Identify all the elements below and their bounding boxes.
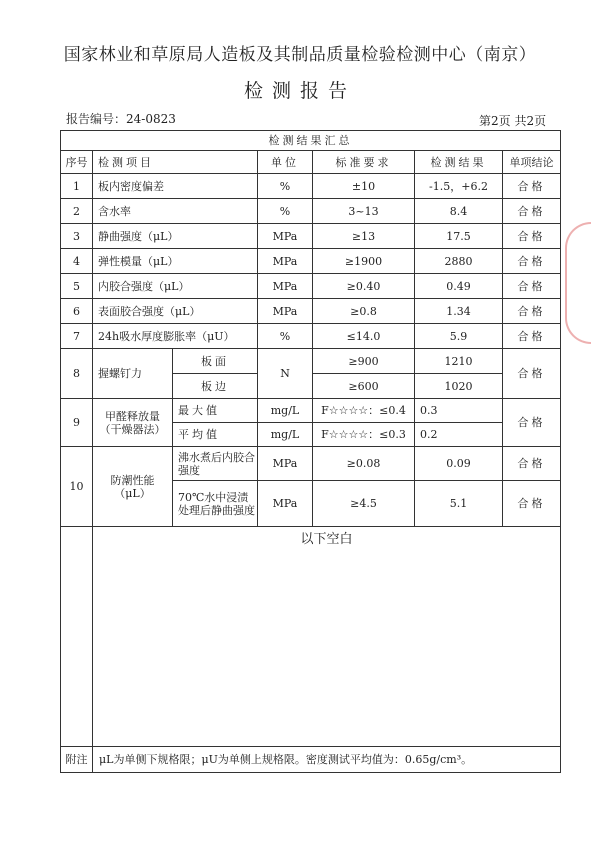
- row-conclusion: 合格: [503, 481, 561, 527]
- table-header-row: [61, 151, 561, 174]
- row-subitem: 平均值: [173, 423, 258, 447]
- row-standard: ≥900: [313, 349, 415, 374]
- row-item: [93, 399, 173, 447]
- row-item: 表面胶合强度（μL）: [93, 299, 258, 324]
- table-row: [61, 399, 561, 423]
- row-result: 1.34: [415, 299, 503, 324]
- row-standard: F☆☆☆☆：≤0.4: [313, 399, 415, 423]
- row-item: 握螺钉力: [93, 349, 173, 399]
- row-seq: 8: [61, 349, 93, 399]
- row-result: 2880: [415, 249, 503, 274]
- table-row: [61, 274, 561, 299]
- row-standard: ±10: [313, 174, 415, 199]
- row-standard: ≥0.40: [313, 274, 415, 299]
- row-conclusion: 合格: [503, 447, 561, 481]
- row-result: 17.5: [415, 224, 503, 249]
- row-result: -1.5，+6.2: [415, 174, 503, 199]
- table-section-header: [61, 131, 561, 151]
- row-seq: 5: [61, 274, 93, 299]
- row-conclusion: 合格: [503, 199, 561, 224]
- row-result: 1210: [415, 349, 503, 374]
- row-unit: mg/L: [258, 399, 313, 423]
- row-conclusion: 合格: [503, 224, 561, 249]
- table-row: [61, 447, 561, 481]
- col-seq-header: 序号: [61, 151, 93, 174]
- row-item-line2: （干燥器法）: [99, 422, 166, 436]
- row-seq: 9: [61, 399, 93, 447]
- row-seq: 3: [61, 224, 93, 249]
- blank-area-row: [61, 527, 561, 747]
- row-subitem: 70℃水中浸渍处理后静曲强度: [173, 481, 258, 527]
- row-seq: 2: [61, 199, 93, 224]
- row-unit: MPa: [258, 224, 313, 249]
- row-unit: mg/L: [258, 423, 313, 447]
- col-unit-header: 单位: [258, 151, 313, 174]
- row-conclusion: 合格: [503, 274, 561, 299]
- page-info: 第2页 共2页: [479, 114, 547, 128]
- row-conclusion: 合格: [503, 174, 561, 199]
- table-row: [61, 299, 561, 324]
- row-conclusion: 合格: [503, 249, 561, 274]
- row-conclusion: 合格: [503, 299, 561, 324]
- row-result: 5.9: [415, 324, 503, 349]
- org-title: 国家林业和草原局人造板及其制品质量检验检测中心（南京）: [63, 45, 537, 65]
- row-item-line2: （μL）: [114, 486, 151, 500]
- report-number: 报告编号：24-0823: [66, 112, 176, 126]
- table-row: [61, 349, 561, 374]
- notes-row: [61, 747, 561, 773]
- row-seq: 6: [61, 299, 93, 324]
- row-result: 8.4: [415, 199, 503, 224]
- table-row: [61, 174, 561, 199]
- table-row: [61, 324, 561, 349]
- row-item-line1: 防潮性能: [110, 473, 155, 487]
- row-result: 0.49: [415, 274, 503, 299]
- table-row: [61, 199, 561, 224]
- row-subitem: 板边: [173, 374, 258, 399]
- row-result: 0.09: [415, 447, 503, 481]
- row-unit: MPa: [258, 299, 313, 324]
- row-standard: ≥0.08: [313, 447, 415, 481]
- row-subitem: 最大值: [173, 399, 258, 423]
- blank-notice: 以下空白: [93, 527, 561, 747]
- row-standard: ≥0.8: [313, 299, 415, 324]
- row-unit: %: [258, 174, 313, 199]
- row-subitem: 板面: [173, 349, 258, 374]
- row-unit: MPa: [258, 274, 313, 299]
- doc-title: 检测报告: [243, 80, 356, 102]
- row-item: 静曲强度（μL）: [93, 224, 258, 249]
- table-row: [61, 249, 561, 274]
- row-unit: MPa: [258, 481, 313, 527]
- row-result: 5.1: [415, 481, 503, 527]
- row-conclusion: 合格: [503, 399, 561, 447]
- row-result: 0.3: [415, 399, 503, 423]
- blank-seq-cell: [61, 527, 93, 747]
- results-table: [60, 130, 561, 773]
- row-result: 0.2: [415, 423, 503, 447]
- row-unit: MPa: [258, 249, 313, 274]
- row-unit: MPa: [258, 447, 313, 481]
- section-title: 检测结果汇总: [61, 131, 561, 151]
- row-standard: ≥600: [313, 374, 415, 399]
- table-row: [61, 224, 561, 249]
- row-item-line1: 甲醛释放量: [105, 409, 160, 423]
- row-standard: ≥4.5: [313, 481, 415, 527]
- row-conclusion: 合格: [503, 324, 561, 349]
- row-item: 24h吸水厚度膨胀率（μU）: [93, 324, 258, 349]
- row-item: [93, 447, 173, 527]
- col-standard-header: 标准要求: [313, 151, 415, 174]
- row-seq: 1: [61, 174, 93, 199]
- row-conclusion: 合格: [503, 349, 561, 399]
- red-seal-stamp: [565, 222, 591, 344]
- row-result: 1020: [415, 374, 503, 399]
- row-unit: %: [258, 199, 313, 224]
- row-standard: ≤14.0: [313, 324, 415, 349]
- col-result-header: 检测结果: [415, 151, 503, 174]
- row-seq: 7: [61, 324, 93, 349]
- row-seq: 10: [61, 447, 93, 527]
- row-item: 弹性模量（μL）: [93, 249, 258, 274]
- row-standard: ≥13: [313, 224, 415, 249]
- row-item: 内胶合强度（μL）: [93, 274, 258, 299]
- note-text: μL为单侧下规格限；μU为单侧上规格限。密度测试平均值为：0.65g/cm³。: [93, 747, 561, 773]
- col-conclusion-header: 单项结论: [503, 151, 561, 174]
- row-seq: 4: [61, 249, 93, 274]
- row-item: 含水率: [93, 199, 258, 224]
- note-label: 附注: [61, 747, 93, 773]
- row-unit: N: [258, 349, 313, 399]
- row-item: 板内密度偏差: [93, 174, 258, 199]
- row-unit: %: [258, 324, 313, 349]
- row-standard: 3~13: [313, 199, 415, 224]
- row-standard: ≥1900: [313, 249, 415, 274]
- row-subitem: 沸水煮后内胶合强度: [173, 447, 258, 481]
- row-standard: F☆☆☆☆：≤0.3: [313, 423, 415, 447]
- col-item-header: 检测项目: [93, 151, 258, 174]
